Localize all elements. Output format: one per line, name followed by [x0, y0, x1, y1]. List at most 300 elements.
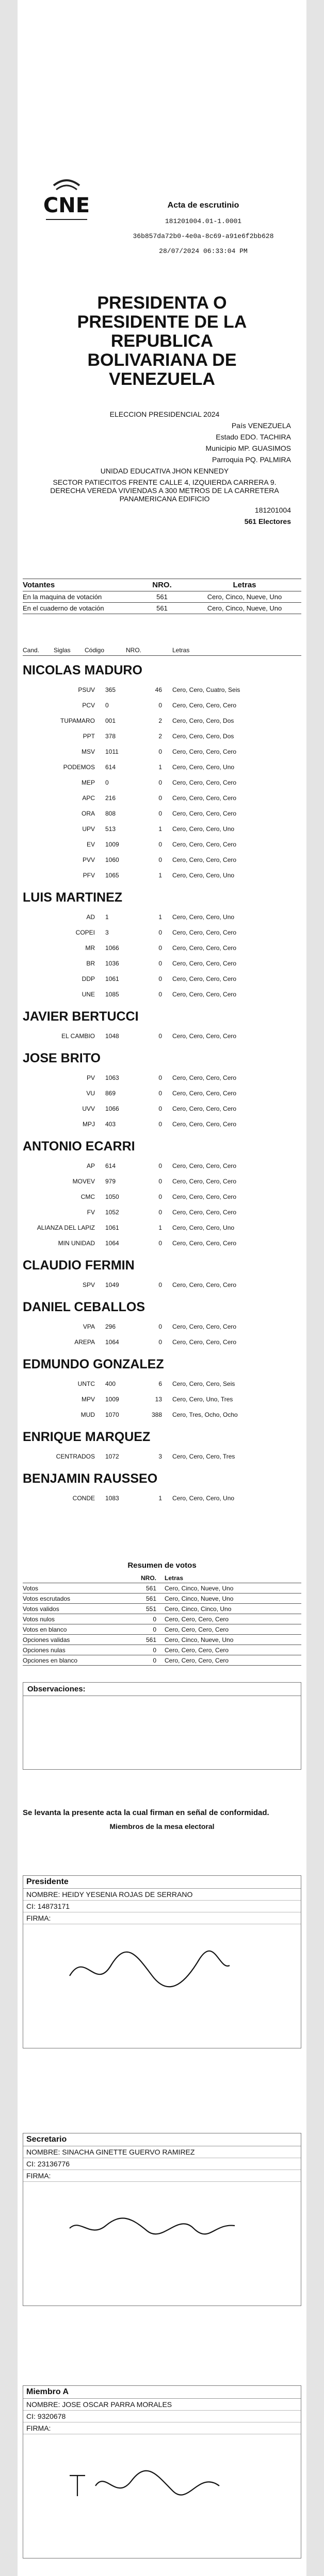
party-letras: Cero, Cero, Cero, Dos — [172, 717, 234, 724]
party-siglas: AREPA — [74, 1338, 95, 1346]
resumen-row — [23, 1655, 301, 1666]
party-letras: Cero, Cero, Cero, Cero — [172, 748, 237, 755]
votantes-row — [23, 593, 301, 601]
observaciones-label: Observaciones: — [23, 1683, 301, 1696]
resumen-cell: Votos escrutados — [23, 1595, 71, 1602]
votantes-letras: Cero, Cinco, Nueve, Uno — [207, 593, 282, 601]
party-letras: Cero, Cero, Cero, Uno — [172, 764, 235, 771]
party-codigo: 1009 — [105, 1396, 119, 1403]
vote-row — [23, 852, 301, 868]
party-siglas: ALIANZA DEL LAPIZ — [37, 1224, 95, 1231]
party-votes: 1 — [158, 872, 162, 879]
resumen-header — [23, 1573, 301, 1583]
acta-title: Acta de escrutinio — [167, 201, 239, 210]
party-votes: 1 — [158, 1224, 162, 1231]
party-codigo: 1085 — [105, 991, 119, 998]
party-votes: 0 — [158, 856, 162, 863]
party-codigo: 1065 — [105, 872, 119, 879]
party-letras: Cero, Cero, Cero, Cero — [172, 929, 237, 936]
vote-row — [23, 1407, 301, 1422]
vote-row — [23, 1449, 301, 1464]
title-line: PRESIDENTA O — [97, 293, 227, 313]
vote-row — [23, 925, 301, 940]
cne-logo-icon — [33, 175, 100, 227]
vote-row — [23, 775, 301, 790]
resumen-cell: Cero, Cero, Cero, Cero — [165, 1646, 229, 1654]
party-votes: 1 — [158, 825, 162, 833]
party-siglas: PPT — [83, 733, 95, 740]
party-codigo: 1036 — [105, 960, 119, 967]
resumen-row — [23, 1583, 301, 1594]
party-letras: Cero, Cero, Cero, Dos — [172, 733, 234, 740]
resumen-cell: 0 — [153, 1615, 156, 1623]
party-siglas: MPV — [81, 1396, 95, 1403]
party-siglas: VPA — [83, 1323, 95, 1330]
party-siglas: ORA — [81, 810, 95, 817]
title-line: PRESIDENTE DE LA — [77, 312, 247, 332]
party-letras: Cero, Cero, Cero, Cero — [172, 1240, 237, 1247]
party-votes: 0 — [158, 929, 162, 936]
party-codigo: 1049 — [105, 1281, 119, 1289]
parroquia: Parroquia PQ. PALMIRA — [212, 455, 291, 464]
electores: 561 Electores — [244, 517, 291, 526]
resumen-cell: Opciones validas — [23, 1636, 70, 1643]
party-votes: 0 — [158, 1105, 162, 1112]
firma-note-subtitle: Miembros de la mesa electoral — [109, 1822, 215, 1831]
vote-row — [23, 759, 301, 775]
party-siglas: PSUV — [78, 686, 95, 693]
letras-col: Letras — [233, 581, 256, 589]
vote-row — [23, 1189, 301, 1205]
member-ci: CI: 23136776 — [23, 2158, 301, 2170]
party-siglas: UVV — [82, 1105, 95, 1112]
party-votes: 46 — [155, 686, 162, 693]
party-votes: 0 — [158, 1338, 162, 1346]
party-votes: 0 — [158, 1193, 162, 1200]
election-meta — [38, 407, 291, 529]
candidate-name: LUIS MARTINEZ — [23, 890, 123, 905]
candidate-name: ANTONIO ECARRI — [23, 1139, 135, 1154]
party-codigo: 296 — [105, 1323, 116, 1330]
vote-row — [23, 837, 301, 852]
member-ci: CI: 9320678 — [23, 2411, 301, 2422]
resumen-cell: Cero, Cinco, Cinco, Uno — [165, 1605, 232, 1613]
party-codigo: 1052 — [105, 1209, 119, 1216]
party-codigo: 0 — [105, 779, 109, 786]
party-codigo: 403 — [105, 1121, 116, 1128]
party-codigo: 979 — [105, 1178, 116, 1185]
party-votes: 0 — [158, 702, 162, 709]
party-siglas: AD — [86, 913, 95, 921]
party-siglas: UNTC — [77, 1380, 95, 1387]
party-siglas: AP — [86, 1162, 95, 1170]
vote-row — [23, 956, 301, 971]
vote-row — [23, 1235, 301, 1251]
party-siglas: CMC — [80, 1193, 95, 1200]
firma-note-text: Se levanta la presente acta la cual firman en señal de conformidad. — [23, 1808, 269, 1817]
party-siglas: CENTRADOS — [56, 1453, 95, 1460]
resumen-cell: Cero, Cinco, Nueve, Uno — [165, 1595, 234, 1602]
candidates-header — [23, 647, 301, 654]
party-codigo: 513 — [105, 825, 116, 833]
member-role: Secretario — [23, 2133, 301, 2146]
candidate-name: EDMUNDO GONZALEZ — [23, 1357, 164, 1371]
party-codigo: 1066 — [105, 1105, 119, 1112]
party-siglas: PFV — [83, 872, 95, 879]
acta-id: 181201004.01-1.0001 — [165, 217, 242, 225]
party-letras: Cero, Cero, Uno, Tres — [172, 1396, 233, 1403]
resumen-cell: Votos en blanco — [23, 1625, 67, 1633]
party-votes: 0 — [158, 748, 162, 755]
party-siglas: VU — [86, 1090, 95, 1097]
observaciones-box — [23, 1682, 301, 1770]
party-siglas: PODEMOS — [63, 764, 95, 771]
direccion: SECTOR PATIECITOS FRENTE CALLE 4, IZQUIERDA CARRERA 9. DERECHA VEREDA VIVIENDAS A 300 METROS DE LA CARRETERA PANAMERICANA EDIFICIO — [50, 478, 279, 503]
party-letras: Cero, Cero, Cero, Cero — [172, 975, 237, 982]
party-letras: Cero, Cero, Cero, Uno — [172, 872, 235, 879]
party-letras: Cero, Cero, Cero, Cero — [172, 702, 237, 709]
party-siglas: MSV — [81, 748, 95, 755]
party-letras: Cero, Cero, Cero, Tres — [172, 1453, 235, 1460]
signature — [23, 1924, 301, 2048]
party-siglas: CONDE — [72, 1495, 95, 1502]
party-letras: Cero, Cero, Cero, Cero — [172, 991, 237, 998]
party-letras: Cero, Tres, Ocho, Ocho — [172, 1411, 238, 1418]
resumen-row — [23, 1594, 301, 1604]
party-codigo: 1011 — [105, 748, 119, 755]
party-votes: 1 — [158, 764, 162, 771]
acta-header — [116, 201, 291, 255]
party-votes: 0 — [158, 991, 162, 998]
firma-note — [23, 1808, 301, 1831]
resumen-col-c: Letras — [165, 1574, 184, 1582]
acta-date: 28/07/2024 06:33:04 PM — [159, 247, 248, 255]
party-siglas: APC — [82, 794, 95, 802]
votantes-header — [23, 581, 301, 589]
resumen-cell: 561 — [145, 1636, 156, 1643]
votantes-nro: 561 — [156, 604, 168, 612]
party-siglas: MPJ — [83, 1121, 95, 1128]
party-votes: 2 — [158, 717, 162, 724]
pais: País VENEZUELA — [231, 421, 291, 430]
vote-row — [23, 1490, 301, 1506]
party-votes: 0 — [158, 1090, 162, 1097]
member-firma-label: FIRMA: — [23, 2422, 301, 2434]
party-letras: Cero, Cero, Cero, Cero — [172, 1323, 237, 1330]
cne-logo-text: CNE — [43, 194, 90, 217]
party-letras: Cero, Cero, Cero, Cero — [172, 841, 237, 848]
member-card — [23, 1875, 301, 2048]
party-letras: Cero, Cero, Cero, Cero — [172, 960, 237, 967]
candidate-name: CLAUDIO FERMIN — [23, 1258, 135, 1273]
title-line: REPUBLICA — [110, 331, 214, 351]
party-letras: Cero, Cero, Cero, Cero — [172, 1121, 237, 1128]
resumen-cell: Cero, Cero, Cero, Cero — [165, 1625, 229, 1633]
vote-row — [23, 1070, 301, 1086]
party-codigo: 0 — [105, 702, 109, 709]
party-letras: Cero, Cero, Cero, Seis — [172, 1380, 235, 1387]
col-cand: Cand. — [23, 647, 40, 654]
candidates-section — [23, 647, 301, 1506]
resumen-cell: Votos — [23, 1584, 39, 1592]
vote-row — [23, 728, 301, 744]
party-letras: Cero, Cero, Cero, Cero — [172, 1209, 237, 1216]
party-letras: Cero, Cero, Cero, Cero — [172, 1162, 237, 1170]
party-letras: Cero, Cero, Cero, Cero — [172, 1178, 237, 1185]
party-votes: 0 — [158, 1032, 162, 1040]
vote-row — [23, 698, 301, 713]
member-ci: CI: 14873171 — [23, 1901, 301, 1912]
title-line: VENEZUELA — [109, 369, 215, 389]
resumen-cell: Cero, Cero, Cero, Cero — [165, 1656, 229, 1664]
col-nro: NRO. — [126, 647, 141, 654]
vote-row — [23, 1158, 301, 1174]
vote-row — [23, 1334, 301, 1350]
nro-col: NRO. — [152, 581, 172, 589]
col-siglas: Siglas — [54, 647, 71, 654]
party-codigo: 1070 — [105, 1411, 119, 1418]
votantes-table — [23, 577, 301, 616]
vote-row — [23, 713, 301, 728]
vote-row — [23, 1277, 301, 1293]
vote-row — [23, 909, 301, 925]
votantes-row — [23, 604, 301, 612]
party-letras: Cero, Cero, Cuatro, Seis — [172, 686, 240, 693]
party-siglas: SPV — [82, 1281, 95, 1289]
party-codigo: 1061 — [105, 1224, 119, 1231]
party-letras: Cero, Cero, Cero, Uno — [172, 913, 235, 921]
member-nombre: NOMBRE: HEIDY YESENIA ROJAS DE SERRANO — [23, 1889, 301, 1901]
party-codigo: 1063 — [105, 1074, 119, 1081]
codigo: 181201004 — [254, 506, 291, 514]
party-letras: Cero, Cero, Cero, Cero — [172, 856, 237, 863]
candidate-name: BENJAMIN RAUSSEO — [23, 1471, 158, 1486]
party-codigo: 1064 — [105, 1338, 119, 1346]
candidate-name: JAVIER BERTUCCI — [23, 1009, 139, 1024]
vote-row — [23, 790, 301, 806]
vote-row — [23, 1116, 301, 1132]
party-siglas: MIN UNIDAD — [58, 1240, 95, 1247]
party-letras: Cero, Cero, Cero, Cero — [172, 1074, 237, 1081]
resumen-cell: Opciones nulas — [23, 1646, 66, 1654]
resumen-cell: 561 — [145, 1584, 156, 1592]
votantes-col: Votantes — [23, 581, 55, 589]
vote-row — [23, 868, 301, 883]
resumen-cell: 0 — [153, 1646, 156, 1654]
vote-row — [23, 1101, 301, 1116]
party-codigo: 378 — [105, 733, 116, 740]
resumen-row — [23, 1614, 301, 1624]
eleccion: ELECCION PRESIDENCIAL 2024 — [109, 410, 220, 418]
party-codigo: 1060 — [105, 856, 119, 863]
party-votes: 6 — [158, 1380, 162, 1387]
party-siglas: FV — [87, 1209, 95, 1216]
party-votes: 1 — [158, 913, 162, 921]
party-votes: 0 — [158, 810, 162, 817]
party-votes: 0 — [158, 1240, 162, 1247]
party-votes: 13 — [155, 1396, 162, 1403]
party-votes: 0 — [158, 1178, 162, 1185]
page-title — [64, 294, 260, 389]
resumen-col-b: NRO. — [141, 1574, 156, 1582]
resumen-row — [23, 1645, 301, 1655]
vote-row — [23, 682, 301, 698]
party-codigo: 869 — [105, 1090, 116, 1097]
party-codigo: 400 — [105, 1380, 116, 1387]
receipt-page — [18, 0, 306, 2576]
resumen-row — [23, 1624, 301, 1635]
party-votes: 388 — [151, 1411, 162, 1418]
resumen-cell: Votos nulos — [23, 1615, 55, 1623]
vote-row — [23, 987, 301, 1002]
votantes-nro: 561 — [156, 593, 168, 601]
party-letras: Cero, Cero, Cero, Cero — [172, 944, 237, 952]
party-codigo: 614 — [105, 764, 116, 771]
member-nombre: NOMBRE: SINACHA GINETTE GUERVO RAMIREZ — [23, 2146, 301, 2158]
vote-row — [23, 744, 301, 759]
vote-row — [23, 940, 301, 956]
candidate-list — [23, 663, 301, 1506]
party-votes: 0 — [158, 1121, 162, 1128]
party-letras: Cero, Cero, Cero, Cero — [172, 1338, 237, 1346]
party-votes: 0 — [158, 960, 162, 967]
party-letras: Cero, Cero, Cero, Uno — [172, 1224, 235, 1231]
signature — [23, 2434, 301, 2558]
candidate-name: NICOLAS MADURO — [23, 663, 142, 677]
party-votes: 2 — [158, 733, 162, 740]
vote-row — [23, 1392, 301, 1407]
member-firma-label: FIRMA: — [23, 2170, 301, 2182]
party-codigo: 1066 — [105, 944, 119, 952]
candidate-name: DANIEL CEBALLOS — [23, 1300, 145, 1314]
resumen-cell: 551 — [145, 1605, 156, 1613]
party-codigo: 1064 — [105, 1240, 119, 1247]
member-card — [23, 2133, 301, 2306]
party-votes: 0 — [158, 1162, 162, 1170]
party-letras: Cero, Cero, Cero, Cero — [172, 779, 237, 786]
resumen-cell: 0 — [153, 1656, 156, 1664]
party-letras: Cero, Cero, Cero, Cero — [172, 1032, 237, 1040]
party-siglas: UPV — [82, 825, 95, 833]
vote-row — [23, 1376, 301, 1392]
member-role: Miembro A — [23, 2386, 301, 2399]
resumen-title: Resumen de votos — [127, 1561, 197, 1570]
party-siglas: PCV — [82, 702, 95, 709]
estado: Estado EDO. TACHIRA — [216, 433, 291, 441]
party-codigo: 1 — [105, 913, 109, 921]
party-codigo: 1048 — [105, 1032, 119, 1040]
party-letras: Cero, Cero, Cero, Uno — [172, 825, 235, 833]
vote-row — [23, 971, 301, 987]
party-votes: 0 — [158, 1281, 162, 1289]
votantes-letras: Cero, Cinco, Nueve, Uno — [207, 604, 282, 612]
resumen-row — [23, 1604, 301, 1614]
party-letras: Cero, Cero, Cero, Cero — [172, 1193, 237, 1200]
party-letras: Cero, Cero, Cero, Cero — [172, 1090, 237, 1097]
party-votes: 1 — [158, 1495, 162, 1502]
vote-row — [23, 806, 301, 821]
party-siglas: BR — [86, 960, 95, 967]
party-votes: 0 — [158, 841, 162, 848]
vote-row — [23, 1205, 301, 1220]
votantes-label: En el cuaderno de votación — [23, 604, 104, 612]
party-codigo: 365 — [105, 686, 116, 693]
party-siglas: MR — [85, 944, 95, 952]
party-votes: 0 — [158, 1074, 162, 1081]
party-codigo: 3 — [105, 929, 109, 936]
party-letras: Cero, Cero, Cero, Cero — [172, 1281, 237, 1289]
party-codigo: 614 — [105, 1162, 116, 1170]
right-margin — [306, 0, 324, 2576]
col-codigo: Código — [85, 647, 105, 654]
party-siglas: MUD — [80, 1411, 95, 1418]
party-letras: Cero, Cero, Cero, Cero — [172, 1105, 237, 1112]
party-siglas: UNE — [82, 991, 95, 998]
party-votes: 0 — [158, 975, 162, 982]
resumen-cell: 561 — [145, 1595, 156, 1602]
signature — [23, 2182, 301, 2306]
resumen-cell: Cero, Cinco, Nueve, Uno — [165, 1584, 234, 1592]
resumen-cell: 0 — [153, 1625, 156, 1633]
party-codigo: 1072 — [105, 1453, 119, 1460]
party-votes: 0 — [158, 1209, 162, 1216]
party-codigo: 1050 — [105, 1193, 119, 1200]
vote-row — [23, 1086, 301, 1101]
vote-row — [23, 1028, 301, 1044]
member-firma-label: FIRMA: — [23, 1912, 301, 1924]
party-codigo: 001 — [105, 717, 116, 724]
party-siglas: EV — [86, 841, 95, 848]
vote-row — [23, 1319, 301, 1334]
party-letras: Cero, Cero, Cero, Cero — [172, 794, 237, 802]
resumen-cell: Opciones en blanco — [23, 1656, 78, 1664]
party-siglas: EL CAMBIO — [61, 1032, 95, 1040]
vote-row — [23, 1220, 301, 1235]
party-siglas: PVV — [82, 856, 95, 863]
party-codigo: 808 — [105, 810, 116, 817]
member-card — [23, 2385, 301, 2558]
party-votes: 0 — [158, 779, 162, 786]
party-letras: Cero, Cero, Cero, Uno — [172, 1495, 235, 1502]
candidate-name: ENRIQUE MARQUEZ — [23, 1430, 151, 1444]
member-nombre: NOMBRE: JOSE OSCAR PARRA MORALES — [23, 2399, 301, 2411]
resumen-cell: Votos validos — [23, 1605, 59, 1613]
party-codigo: 1083 — [105, 1495, 119, 1502]
candidate-name: JOSE BRITO — [23, 1051, 101, 1065]
member-role: Presidente — [23, 1876, 301, 1889]
title-line: BOLIVARIANA DE — [87, 350, 237, 370]
party-siglas: TUPAMARO — [60, 717, 95, 724]
col-letras: Letras — [172, 647, 190, 654]
party-codigo: 1009 — [105, 841, 119, 848]
resumen-cell: Cero, Cero, Cero, Cero — [165, 1615, 229, 1623]
party-votes: 0 — [158, 944, 162, 952]
party-codigo: 216 — [105, 794, 116, 802]
resumen-row — [23, 1635, 301, 1645]
centro: UNIDAD EDUCATIVA JHON KENNEDY — [100, 467, 229, 475]
resumen-rows — [23, 1583, 301, 1666]
party-siglas: MOVEV — [72, 1178, 95, 1185]
municipio: Municipio MP. GUASIMOS — [205, 444, 291, 452]
resumen-table — [23, 1561, 301, 1666]
party-siglas: MEP — [81, 779, 95, 786]
acta-hash: 36b857da72b0-4e0a-8c69-a91e6f2bb628 — [133, 232, 274, 240]
vote-row — [23, 1174, 301, 1189]
party-siglas: COPEI — [75, 929, 95, 936]
party-letras: Cero, Cero, Cero, Cero — [172, 810, 237, 817]
left-margin — [0, 0, 18, 2576]
votantes-label: En la maquina de votación — [23, 593, 102, 601]
